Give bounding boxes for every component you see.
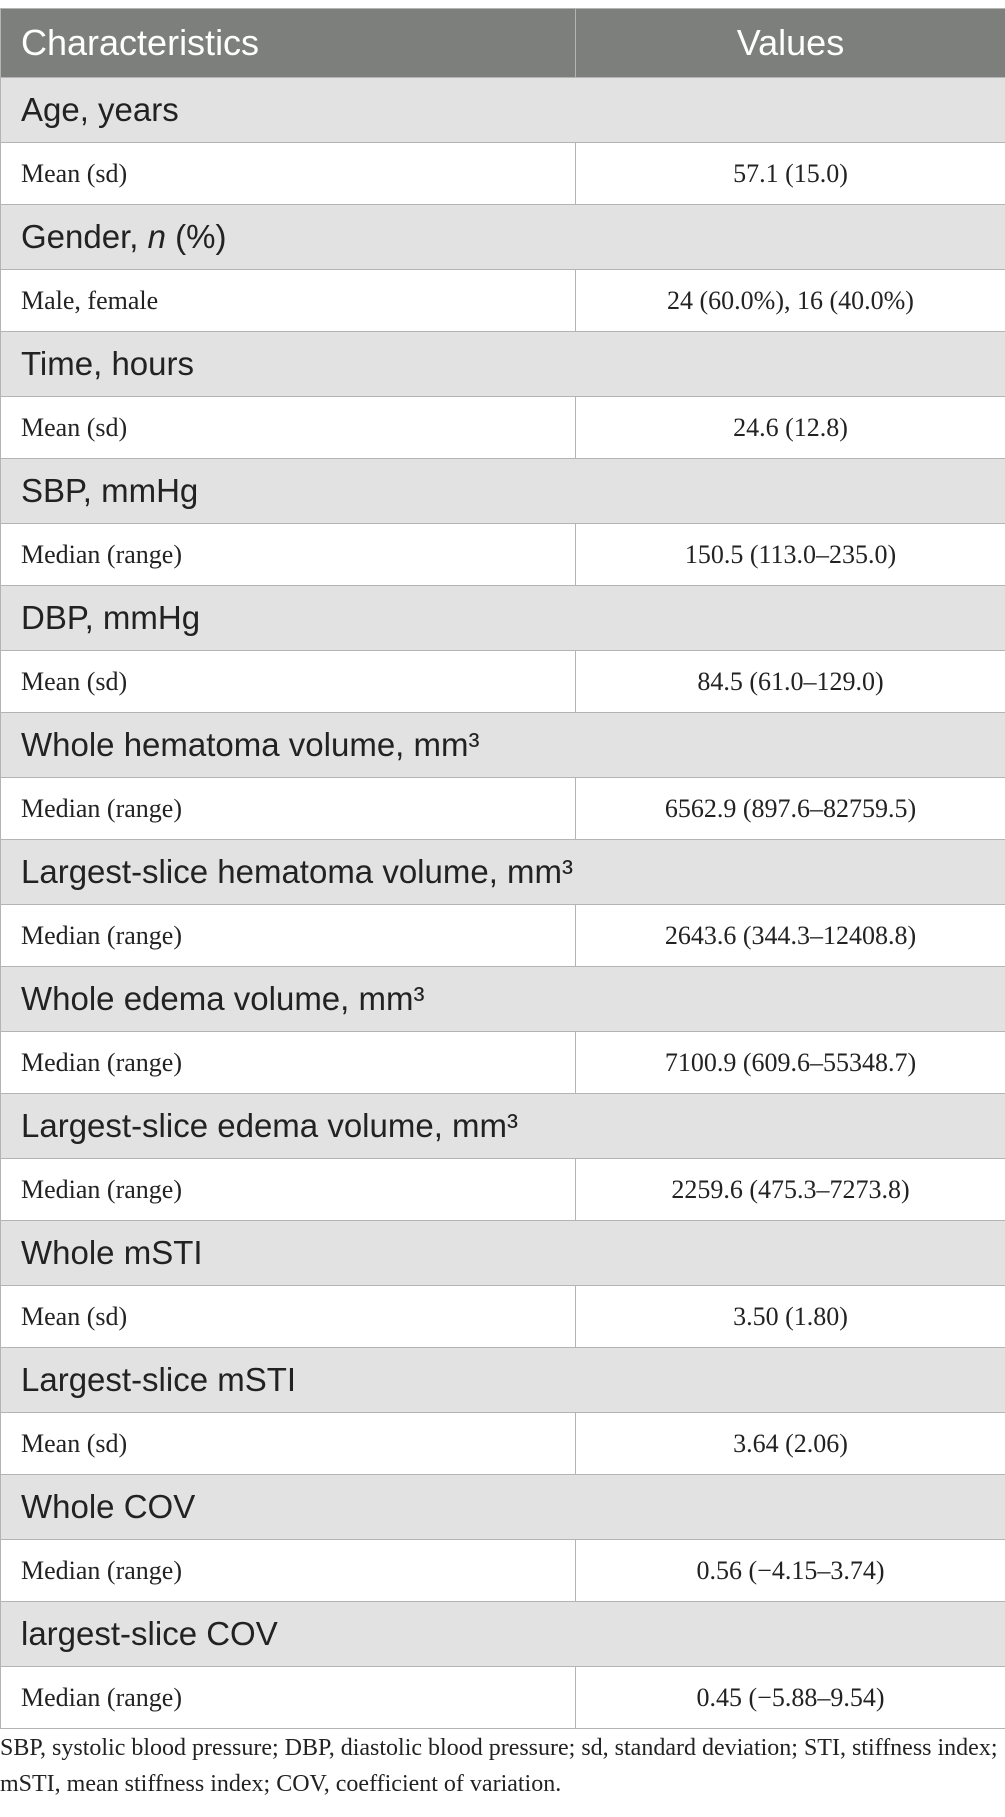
section-title: Whole mSTI xyxy=(1,1221,1005,1286)
section-title: Largest-slice hematoma volume, mm³ xyxy=(1,840,1005,905)
row-label: Male, female xyxy=(1,270,576,332)
table-row xyxy=(1,1032,1005,1094)
table-footnote: SBP, systolic blood pressure; DBP, diastolic blood pressure; sd, standard deviation; STI, stiffness index; mSTI, mean stiffness index; COV, coefficient of variation. xyxy=(0,1735,998,1797)
section-row xyxy=(1,840,1005,905)
characteristics-table xyxy=(0,8,1005,1729)
row-value: 24.6 (12.8) xyxy=(576,397,1005,459)
section-row xyxy=(1,1475,1005,1540)
table-row xyxy=(1,905,1005,967)
row-label: Mean (sd) xyxy=(1,651,576,713)
row-label: Mean (sd) xyxy=(1,1413,576,1475)
table-header-row xyxy=(1,9,1005,78)
table-row xyxy=(1,397,1005,459)
section-title: Whole hematoma volume, mm³ xyxy=(1,713,1005,778)
table-row xyxy=(1,143,1005,205)
characteristics-table-container xyxy=(0,8,1005,1729)
section-row xyxy=(1,459,1005,524)
row-label: Median (range) xyxy=(1,1667,576,1729)
section-row xyxy=(1,1602,1005,1667)
row-value: 84.5 (61.0–129.0) xyxy=(576,651,1005,713)
row-value: 6562.9 (897.6–82759.5) xyxy=(576,778,1005,840)
section-title: DBP, mmHg xyxy=(1,586,1005,651)
section-row xyxy=(1,1221,1005,1286)
section-row xyxy=(1,1094,1005,1159)
section-title: Age, years xyxy=(1,78,1005,143)
row-label: Mean (sd) xyxy=(1,1286,576,1348)
section-row xyxy=(1,1348,1005,1413)
row-value: 57.1 (15.0) xyxy=(576,143,1005,205)
table-row xyxy=(1,1159,1005,1221)
row-label: Mean (sd) xyxy=(1,397,576,459)
row-label: Median (range) xyxy=(1,1540,576,1602)
section-title: largest-slice COV xyxy=(1,1602,1005,1667)
table-row xyxy=(1,1413,1005,1475)
row-label: Median (range) xyxy=(1,778,576,840)
section-title: Largest-slice edema volume, mm³ xyxy=(1,1094,1005,1159)
header-characteristics: Characteristics xyxy=(1,9,576,78)
table-row xyxy=(1,1667,1005,1729)
section-row xyxy=(1,967,1005,1032)
section-row xyxy=(1,586,1005,651)
row-value: 2259.6 (475.3–7273.8) xyxy=(576,1159,1005,1221)
row-value: 0.45 (−5.88–9.54) xyxy=(576,1667,1005,1729)
row-value: 3.64 (2.06) xyxy=(576,1413,1005,1475)
table-row xyxy=(1,1540,1005,1602)
row-value: 7100.9 (609.6–55348.7) xyxy=(576,1032,1005,1094)
header-values: Values xyxy=(576,9,1005,78)
section-row xyxy=(1,713,1005,778)
row-label: Median (range) xyxy=(1,905,576,967)
section-title: Largest-slice mSTI xyxy=(1,1348,1005,1413)
section-title: Whole COV xyxy=(1,1475,1005,1540)
section-row xyxy=(1,332,1005,397)
row-value: 3.50 (1.80) xyxy=(576,1286,1005,1348)
table-row xyxy=(1,778,1005,840)
table-row xyxy=(1,270,1005,332)
section-title: Gender, n (%) xyxy=(1,205,1005,270)
table-row xyxy=(1,524,1005,586)
row-value: 2643.6 (344.3–12408.8) xyxy=(576,905,1005,967)
section-title: Time, hours xyxy=(1,332,1005,397)
row-label: Mean (sd) xyxy=(1,143,576,205)
table-row xyxy=(1,1286,1005,1348)
table-row xyxy=(1,651,1005,713)
row-label: Median (range) xyxy=(1,1032,576,1094)
section-title: SBP, mmHg xyxy=(1,459,1005,524)
section-title: Whole edema volume, mm³ xyxy=(1,967,1005,1032)
row-label: Median (range) xyxy=(1,1159,576,1221)
row-value: 150.5 (113.0–235.0) xyxy=(576,524,1005,586)
row-value: 24 (60.0%), 16 (40.0%) xyxy=(576,270,1005,332)
section-row xyxy=(1,205,1005,270)
row-value: 0.56 (−4.15–3.74) xyxy=(576,1540,1005,1602)
section-row xyxy=(1,78,1005,143)
row-label: Median (range) xyxy=(1,524,576,586)
